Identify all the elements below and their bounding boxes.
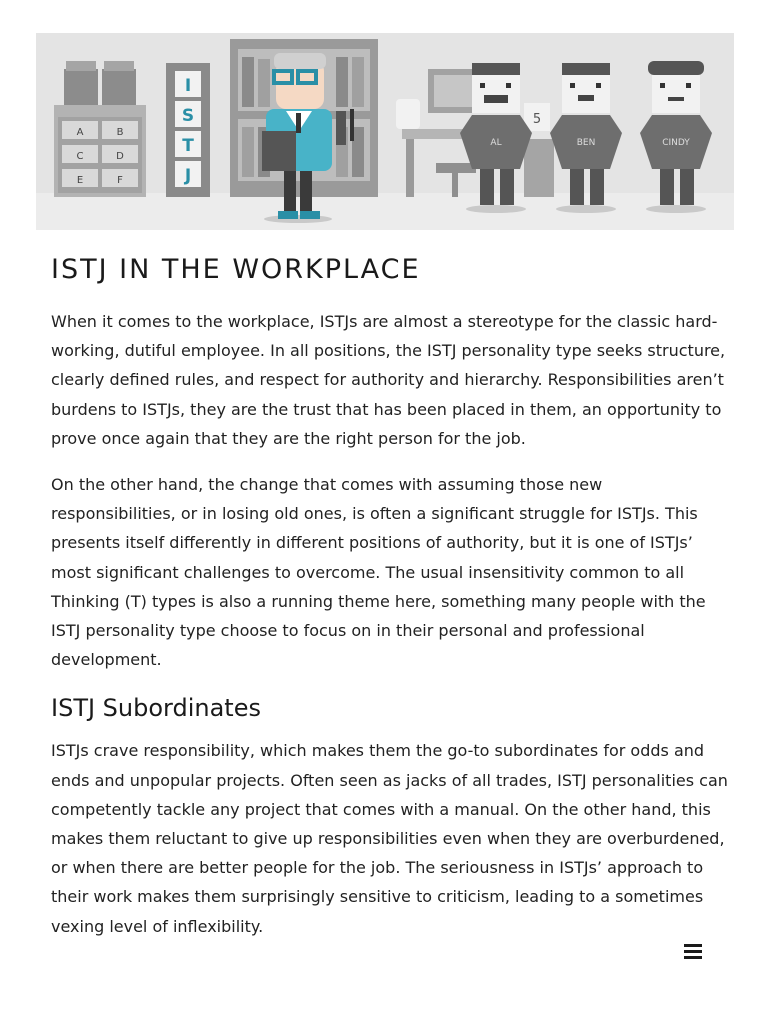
menu-bar-middle	[684, 950, 702, 953]
article-paragraph-2: On the other hand, the change that comes with assuming those new responsibilities, or in losing old ones, is often a significant struggle for ISTJs. This presents itself differently in different positions of authority, but it is one of ISTJs’ most significant challenges to overcome. The usual insensitivity common to all Thinking (T) types is also a running theme here, something many people with the ISTJ personality type choose to focus on in their personal and professional development.	[51, 475, 706, 670]
banner-letter-i: I	[184, 76, 192, 96]
character-ben	[550, 63, 622, 213]
character-cindy	[640, 61, 712, 213]
banner-letter-t: T	[182, 136, 194, 156]
subordinates-heading: ISTJ Subordinates	[51, 694, 261, 723]
cabinet-label-d: D	[116, 151, 124, 162]
cabinet-label-c: C	[76, 151, 84, 162]
character-name-al: AL	[490, 138, 502, 148]
calendar-number: 5	[532, 112, 542, 127]
cabinet-label-a: A	[76, 127, 84, 138]
article-content	[51, 254, 731, 958]
article-title: ISTJ IN THE WORKPLACE	[51, 254, 421, 285]
character-name-ben: BEN	[576, 138, 596, 148]
menu-bar-top	[684, 944, 702, 947]
cabinet-label-b: B	[116, 127, 124, 138]
menu-bar-bottom	[684, 956, 702, 959]
subordinates-paragraph: ISTJs crave responsibility, which makes them the go-to subordinates for odds and ends and unpopular projects. Often seen as jacks of all trades, ISTJ personalities can competently tackle any project that comes with a manual. On the other hand, this makes them reluctant to give up responsibilities even when they are overburdened, or when there are better people for the job. The seriousness in ISTJs’ approach to their work makes them surprisingly sensitive to criticism, leading to a sometimes vexing level of inflexibility.	[51, 741, 728, 936]
cabinet-label-e: E	[76, 175, 84, 186]
character-name-cindy: CINDY	[662, 138, 690, 148]
hero-illustration	[36, 33, 734, 230]
article-paragraph-1: When it comes to the workplace, ISTJs are almost a stereotype for the classic hard-working, dutiful employee. In all positions, the ISTJ personality type seeks structure, clearly defined rules, and respect for authority and hierarchy. Responsibilities aren’t burdens to ISTJs, they are the trust that has been placed in them, an opportunity to prove once again that they are the right person for the job.	[51, 312, 726, 448]
banner-letter-j: J	[184, 166, 192, 186]
banner-letter-s: S	[181, 106, 195, 126]
workplace-illustration	[36, 33, 734, 230]
istj-banner	[166, 63, 210, 197]
hamburger-menu-icon[interactable]	[684, 944, 702, 962]
file-cabinet	[54, 61, 146, 197]
cabinet-label-f: F	[117, 175, 123, 186]
